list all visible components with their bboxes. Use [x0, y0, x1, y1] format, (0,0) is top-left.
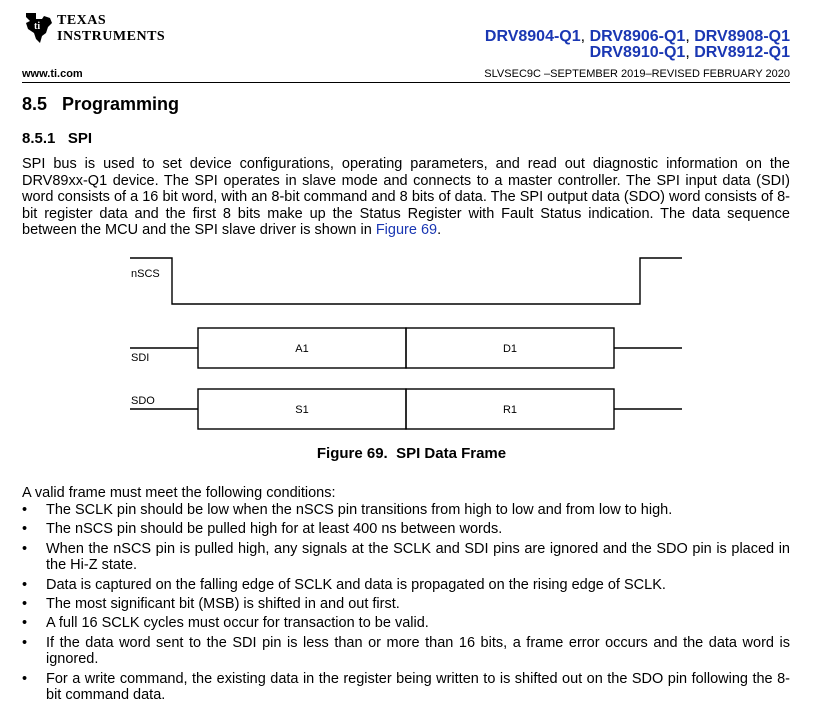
- sdi-label: SDI: [131, 352, 150, 364]
- paragraph-text: SPI bus is used to set device configurations, operating parameters, and read out diagnostic information on the DRV89xx-Q1 device. The SPI operates in slave mode and connects to a master controller. The SPI input data (SDI) word consists of a 16 bit word, with an 8-bit command and 8 bits of data. The SPI output data (SDO) word consists of 8-bit register data and the first 8 bits make up the Status Register with Fault Status indication. The data sequence between the MCU and the SPI slave driver is shown in: [22, 156, 790, 238]
- part-separator: ,: [685, 44, 690, 61]
- figure-caption: Figure 69. SPI Data Frame: [316, 445, 507, 462]
- section-heading: 8.5 Programming: [22, 94, 180, 114]
- sdo-field-s1-label: S1: [295, 404, 309, 416]
- part-link-8908[interactable]: DRV8908-Q1: [694, 28, 790, 45]
- part-link-8906[interactable]: DRV8906-Q1: [589, 28, 686, 45]
- list-item: • The most significant bit (MSB) is shifted in and out first.: [22, 596, 790, 613]
- list-item: • For a write command, the existing data in the register being written to is shifted out on the SDO pin following the 8-bit command data.: [22, 671, 790, 704]
- list-item: • When the nSCS pin is pulled high, any signals at the SCLK and SDI pins are ignored and the SDO pin is placed in the Hi-Z state.: [22, 541, 790, 574]
- part-link-8904[interactable]: DRV8904-Q1: [484, 28, 581, 45]
- logo-line-2: INSTRUMENTS: [57, 29, 166, 44]
- list-item: • A full 16 SCLK cycles must occur for transaction to be valid.: [22, 615, 790, 632]
- sdo-label: SDO: [131, 395, 155, 407]
- website-link[interactable]: www.ti.com: [22, 68, 83, 80]
- part-separator: ,: [685, 28, 690, 45]
- document-id: SLVSEC9C –SEPTEMBER 2019–REVISED FEBRUARY 2020: [484, 68, 790, 80]
- list-item: • The nSCS pin should be pulled high for at least 400 ns between words.: [22, 521, 790, 538]
- list-item: • Data is captured on the falling edge of SCLK and data is propagated on the rising edge of SCLK.: [22, 577, 790, 594]
- conditions-intro: A valid frame must meet the following conditions:: [22, 485, 336, 501]
- conditions-list: [22, 502, 790, 707]
- sdi-field-d1-label: D1: [502, 343, 518, 355]
- figure-69-link[interactable]: Figure 69: [375, 222, 438, 238]
- list-item: • If the data word sent to the SDI pin is less than or more than 16 bits, a frame error occurs and the data word is ignored.: [22, 635, 790, 668]
- logo-line-1: TEXAS: [57, 13, 107, 28]
- part-link-8912[interactable]: DRV8912-Q1: [694, 44, 790, 61]
- nscs-waveform: [130, 258, 682, 304]
- part-separator: ,: [580, 28, 586, 45]
- list-item: • The SCLK pin should be low when the nSCS pin transitions from high to low and from low to high.: [22, 502, 790, 519]
- sdo-field-r1-label: R1: [502, 404, 518, 416]
- part-link-8910[interactable]: DRV8910-Q1: [589, 44, 686, 61]
- svg-text:ti: ti: [34, 21, 41, 32]
- nscs-label: nSCS: [131, 268, 160, 280]
- subsection-heading: 8.5.1 SPI: [22, 130, 93, 147]
- paragraph-end: .: [437, 222, 442, 238]
- sdi-field-a1-label: A1: [295, 343, 309, 355]
